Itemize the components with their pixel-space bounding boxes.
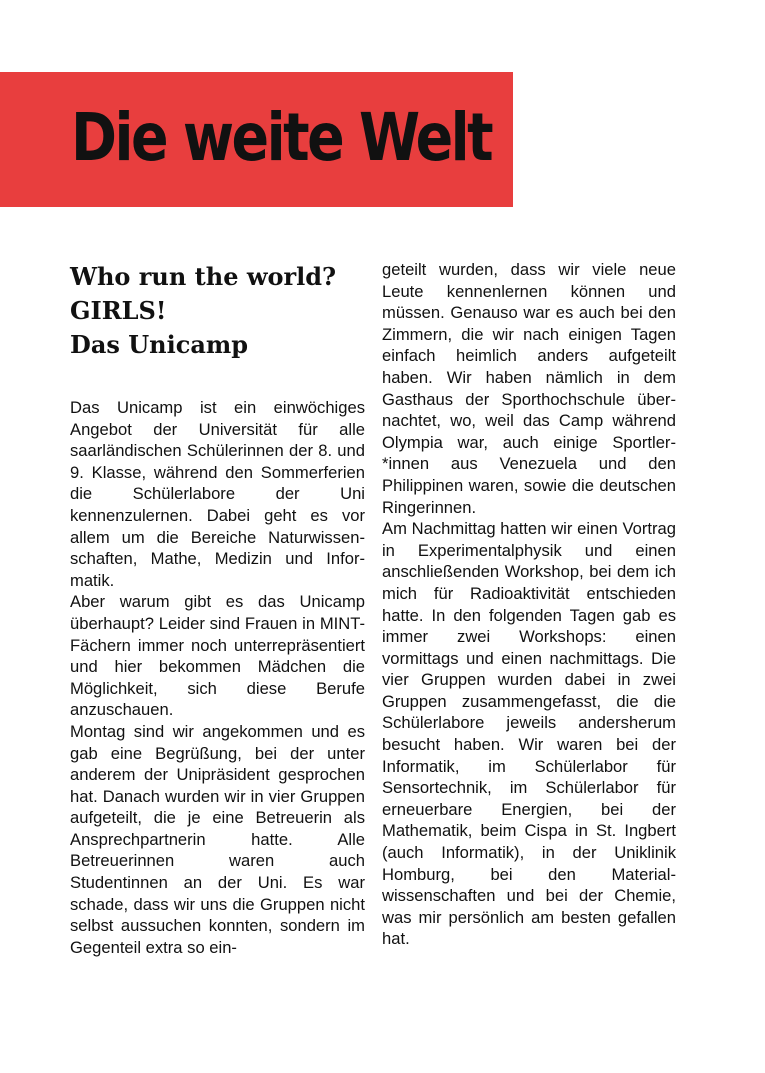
paragraph-afternoon: Am Nachmittag hatten wir einen Vortrag in Experimentalphysik und einen anschließenden Workshop, bei dem ich mich für Radioaktivität entschieden hatte. In den folgenden Tagen gab es immer zwei Workshops: einen vormittags und einen nachmittags. Die vier Gruppen wurden dabei in zwei Gruppen zusammengefasst, die die Schülerlabore jeweils andersherum besucht haben. Wir waren bei der Informatik, im Schülerlabor für Sensortechnik, im Schülerlabor für erneuerbare Energien, bei der Mathematik, beim Cispa in St. Ingbert (auch Informatik), in der Uniklinik Homburg, bei den Materialwissenschaften und bei der Chemie, was mir persönlich am besten gefallen hat.	[382, 519, 676, 949]
heading-line-3: Das Unicamp	[70, 330, 249, 359]
article-column-left	[70, 397, 365, 958]
article-column-right	[382, 259, 676, 950]
page-title: Die weite Welt	[71, 99, 492, 176]
paragraph-monday-part-1: Montag sind wir angekommen und es gab eine Begrüßung, bei der unter anderem der Unipräsident gesprochen hat. Danach wurden wir in vier Gruppen aufgeteilt, die je eine Betreuerin als Ansprechpartnerin hatte. Alle Betreuerinnen waren auch Studentinnen an der Uni. Es war schade, dass wir uns die Gruppen nicht selbst aussuchen konnten, sondern im Gegenteil extra so ein-	[70, 721, 365, 957]
heading-line-1: Who run the world?	[70, 262, 337, 291]
paragraph-why: Aber warum gibt es das Unicamp überhaupt? Leider sind Frauen in MINT-Fächern immer noch unterrepräsentiert und hier bekommen Mädchen die Möglichkeit, sich diese Berufe anzuschauen.	[70, 592, 365, 720]
paragraph-monday-part-2: geteilt wurden, dass wir viele neue Leute kennenlernen können und müssen. Genauso war es auch bei den Zimmern, die wir nach einigen Tagen einfach heimlich anders aufgeteilt haben. Wir haben nämlich in dem Gasthaus der Sporthochschule übernachtet, wo, weil das Camp während Olympia war, auch einige Sportler*innen aus Venezuela und den Philippinen waren, sowie die deutschen Ringerinnen.	[382, 260, 676, 517]
heading-line-2: GIRLS!	[70, 296, 167, 325]
paragraph-intro: Das Unicamp ist ein einwöchiges Angebot der Universität für alle saarländischen Schülerinnen der 8. und 9. Klasse, während den Sommerferien die Schülerlabore der Uni kennenzulernen. Dabei geht es vor allem um die Bereiche Naturwissenschaften, Mathe, Medizin und Informatik.	[70, 398, 365, 590]
article-heading	[70, 260, 370, 362]
